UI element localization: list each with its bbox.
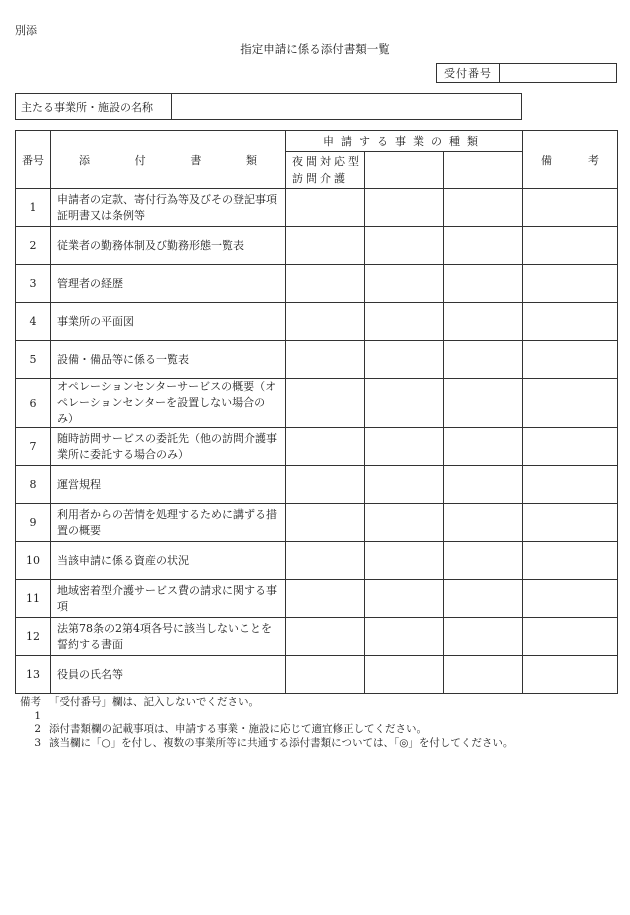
row-business-type-cell[interactable] (286, 379, 365, 428)
table-row (16, 303, 618, 341)
row-business-type-cell[interactable] (365, 227, 444, 265)
row-business-type-cell[interactable] (444, 303, 523, 341)
header-documents (51, 131, 286, 189)
row-business-type-cell[interactable] (286, 265, 365, 303)
notes (15, 696, 513, 750)
row-business-type-cell[interactable] (286, 542, 365, 580)
row-business-type-cell[interactable] (365, 265, 444, 303)
note-text: 添付書類欄の記載事項は、申請する事業・施設に応じて適宜修正してください。 (49, 723, 427, 735)
row-business-type-cell[interactable] (444, 379, 523, 428)
row-business-type-cell[interactable] (286, 466, 365, 504)
page-title: 指定申請に係る添付書類一覧 (240, 42, 390, 56)
row-remarks-cell[interactable] (523, 379, 618, 428)
row-document: 事業所の平面図 (51, 303, 286, 341)
row-document: オペレーションセンターサービスの概要（オペレーションセンターを設置しない場合のみ） (51, 379, 286, 428)
note-key: 2 (34, 723, 41, 735)
row-business-type-cell[interactable] (365, 341, 444, 379)
row-document: 設備・備品等に係る一覧表 (51, 341, 286, 379)
row-number: 10 (16, 542, 51, 580)
row-number: 7 (16, 428, 51, 466)
row-number: 5 (16, 341, 51, 379)
row-business-type-cell[interactable] (444, 656, 523, 694)
row-remarks-cell[interactable] (523, 303, 618, 341)
header-business-type: 申請する事業の種類 (286, 131, 523, 152)
row-document: 法第78条の2第4項各号に該当しないことを誓約する書面 (51, 618, 286, 656)
row-business-type-cell[interactable] (444, 265, 523, 303)
table-row (16, 580, 618, 618)
table-row (16, 265, 618, 303)
row-number: 2 (16, 227, 51, 265)
row-remarks-cell[interactable] (523, 341, 618, 379)
header-documents-char: 類 (245, 153, 257, 167)
table-row (16, 379, 618, 428)
row-document: 申請者の定款、寄付行為等及びその登記事項証明書又は条例等 (51, 189, 286, 227)
row-number: 1 (16, 189, 51, 227)
row-business-type-cell[interactable] (365, 656, 444, 694)
row-remarks-cell[interactable] (523, 227, 618, 265)
header-night-line1: 夜間対応型 (292, 155, 362, 168)
row-business-type-cell[interactable] (444, 504, 523, 542)
reception-number-field[interactable] (500, 64, 616, 82)
row-document: 地域密着型介護サービス費の請求に関する事項 (51, 580, 286, 618)
row-business-type-cell[interactable] (365, 618, 444, 656)
row-remarks-cell[interactable] (523, 265, 618, 303)
header-remarks-char: 備 (541, 153, 553, 167)
row-remarks-cell[interactable] (523, 504, 618, 542)
office-name-label: 主たる事業所・施設の名称 (16, 94, 172, 119)
row-business-type-cell[interactable] (286, 656, 365, 694)
document-tag: 別添 (15, 24, 37, 37)
table-row (16, 341, 618, 379)
header-business-type-blank (444, 152, 523, 189)
table-row (16, 618, 618, 656)
row-remarks-cell[interactable] (523, 542, 618, 580)
row-business-type-cell[interactable] (444, 227, 523, 265)
table-row (16, 189, 618, 227)
header-business-type-night (286, 152, 365, 189)
header-business-type-blank (365, 152, 444, 189)
table-row (16, 542, 618, 580)
note-text: 「受付番号」欄は、記入しないでください。 (49, 696, 259, 708)
row-business-type-cell[interactable] (444, 542, 523, 580)
row-number: 3 (16, 265, 51, 303)
header-documents-char: 付 (134, 153, 146, 167)
table-row (16, 428, 618, 466)
row-remarks-cell[interactable] (523, 618, 618, 656)
header-number: 番号 (16, 131, 51, 189)
row-remarks-cell[interactable] (523, 656, 618, 694)
row-document: 当該申請に係る資産の状況 (51, 542, 286, 580)
row-remarks-cell[interactable] (523, 466, 618, 504)
note-item (15, 737, 513, 751)
note-item (15, 723, 513, 737)
note-item (15, 696, 513, 723)
header-night-line2: 訪問介護 (292, 172, 348, 185)
row-number: 4 (16, 303, 51, 341)
row-business-type-cell[interactable] (365, 303, 444, 341)
row-remarks-cell[interactable] (523, 189, 618, 227)
row-business-type-cell[interactable] (365, 466, 444, 504)
row-business-type-cell[interactable] (444, 466, 523, 504)
attachment-table (15, 130, 618, 694)
row-business-type-cell[interactable] (444, 428, 523, 466)
row-number: 8 (16, 466, 51, 504)
header-documents-char: 添 (79, 153, 90, 167)
note-key: 備考1 (20, 696, 41, 722)
header-remarks (523, 131, 618, 189)
table-row (16, 656, 618, 694)
note-key: 3 (34, 736, 41, 749)
row-business-type-cell[interactable] (365, 504, 444, 542)
note-text: 該当欄に「○」を付し、複数の事業所等に共通する添付書類については、「◎」を付してください。 (49, 736, 514, 749)
row-document: 役員の氏名等 (51, 656, 286, 694)
row-business-type-cell[interactable] (365, 542, 444, 580)
row-document: 運営規程 (51, 466, 286, 504)
row-business-type-cell[interactable] (365, 428, 444, 466)
row-business-type-cell[interactable] (286, 618, 365, 656)
row-number: 13 (16, 656, 51, 694)
header-documents-char: 書 (190, 153, 202, 167)
header-remarks-char: 考 (588, 153, 600, 167)
row-number: 6 (16, 379, 51, 428)
row-business-type-cell[interactable] (365, 580, 444, 618)
row-business-type-cell[interactable] (444, 341, 523, 379)
row-business-type-cell[interactable] (365, 189, 444, 227)
row-document: 従業者の勤務体制及び勤務形態一覧表 (51, 227, 286, 265)
office-name-field[interactable] (172, 94, 521, 119)
row-business-type-cell[interactable] (286, 504, 365, 542)
row-remarks-cell[interactable] (523, 428, 618, 466)
row-business-type-cell[interactable] (365, 379, 444, 428)
reception-number-label: 受付番号 (437, 64, 500, 82)
row-business-type-cell[interactable] (286, 227, 365, 265)
row-document: 利用者からの苦情を処理するために講ずる措置の概要 (51, 504, 286, 542)
table-row (16, 504, 618, 542)
row-business-type-cell[interactable] (286, 189, 365, 227)
row-number: 11 (16, 580, 51, 618)
table-row (16, 466, 618, 504)
row-business-type-cell[interactable] (444, 618, 523, 656)
row-business-type-cell[interactable] (444, 580, 523, 618)
row-business-type-cell[interactable] (286, 303, 365, 341)
row-document: 随時訪問サービスの委託先（他の訪問介護事業所に委託する場合のみ） (51, 428, 286, 466)
row-business-type-cell[interactable] (286, 428, 365, 466)
reception-number-box (436, 63, 617, 83)
row-remarks-cell[interactable] (523, 580, 618, 618)
row-document: 管理者の経歴 (51, 265, 286, 303)
row-business-type-cell[interactable] (286, 341, 365, 379)
row-business-type-cell[interactable] (444, 189, 523, 227)
row-number: 12 (16, 618, 51, 656)
row-business-type-cell[interactable] (286, 580, 365, 618)
table-row (16, 227, 618, 265)
row-number: 9 (16, 504, 51, 542)
office-name-box (15, 93, 522, 120)
